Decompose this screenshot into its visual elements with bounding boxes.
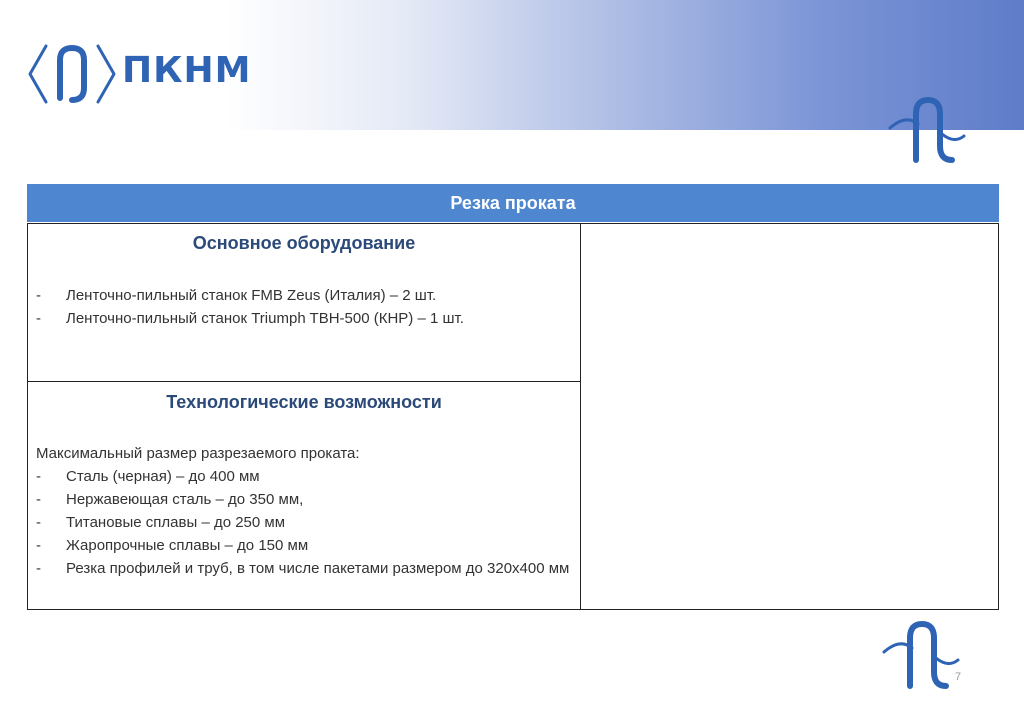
equipment-cell: [28, 224, 580, 381]
list-item: - Нержавеющая сталь – до 350 мм,: [36, 488, 580, 511]
list-item: - Сталь (черная) – до 400 мм: [36, 465, 580, 488]
image-cell-empty: [581, 224, 998, 609]
equipment-heading: Основное оборудование: [192, 233, 416, 253]
capabilities-heading: Технологические возможности: [166, 392, 442, 412]
list-item: - Жаропрочные сплавы – до 150 мм: [36, 534, 580, 557]
deco-wave-icon: [886, 94, 966, 166]
logo-text: ПКНМ: [122, 50, 252, 91]
capabilities-cell: [28, 382, 580, 609]
list-item: - Резка профилей и труб, в том числе пакетами размером до 320х400 мм: [36, 557, 580, 580]
capabilities-list: [28, 465, 580, 580]
list-item: - Титановые сплавы – до 250 мм: [36, 511, 580, 534]
table-title: Резка проката: [27, 184, 999, 222]
list-item: - Ленточно-пильный станок FMB Zeus (Италия) – 2 шт.: [36, 284, 580, 307]
capabilities-intro: Максимальный размер разрезаемого проката:: [36, 445, 360, 462]
list-item: - Ленточно-пильный станок Triumph TBH-500 (КНР) – 1 шт.: [36, 307, 580, 330]
equipment-list: [28, 284, 580, 330]
deco-wave-icon: [880, 616, 960, 692]
logo-wave-icon: [26, 38, 118, 110]
equipment-table: [27, 223, 999, 610]
page-number: 7: [955, 671, 962, 683]
